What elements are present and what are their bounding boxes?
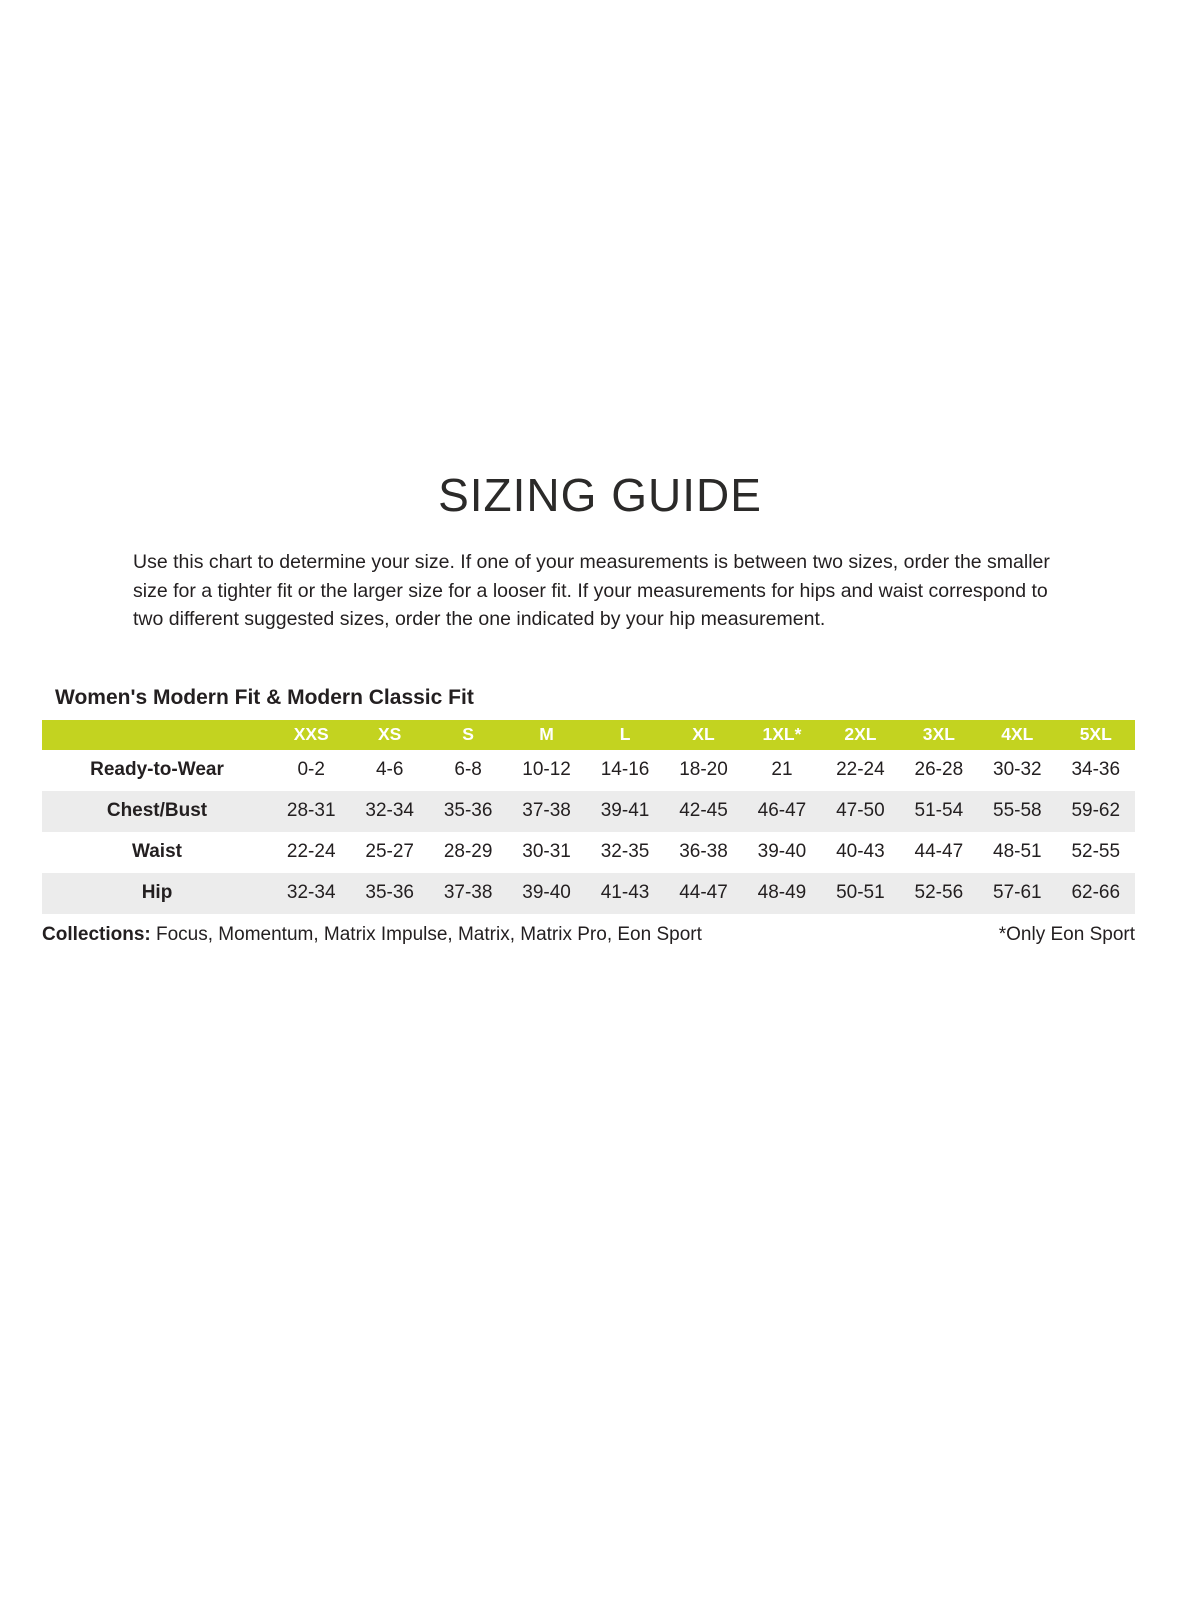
collections-line [42, 924, 702, 946]
size-value: 0-2 [297, 759, 325, 781]
size-value: 34-36 [1071, 759, 1121, 781]
size-row [42, 750, 1135, 791]
size-value: 44-47 [914, 841, 964, 863]
size-value: 22-24 [836, 759, 885, 781]
size-value: 32-35 [600, 841, 650, 863]
size-header-row [42, 720, 1135, 750]
size-value: 39-40 [757, 841, 807, 863]
size-value: 62-66 [1071, 882, 1121, 904]
size-col-header: 4XL [978, 720, 1056, 750]
size-row [42, 832, 1135, 873]
size-value: 32-34 [286, 882, 336, 904]
row-label: Chest/Bust [106, 800, 208, 822]
size-value: 35-36 [365, 882, 414, 904]
size-value: 47-50 [836, 800, 885, 822]
size-value: 26-28 [914, 759, 964, 781]
page-title: SIZING GUIDE [438, 469, 762, 521]
size-value: 6-8 [454, 759, 482, 781]
size-value: 50-51 [836, 882, 885, 904]
size-value: 52-55 [1071, 841, 1121, 863]
collections-label: Collections: [42, 923, 151, 945]
size-value: 46-47 [757, 800, 807, 822]
size-value: 22-24 [286, 841, 336, 863]
size-value: 18-20 [679, 759, 728, 781]
size-value: 39-41 [600, 800, 650, 822]
size-value: 28-31 [286, 800, 336, 822]
size-value: 39-40 [522, 882, 571, 904]
size-value: 42-45 [679, 800, 728, 822]
intro-text: Use this chart to determine your size. If one of your measurements is between two sizes, order the smaller size for a tighter fit or the larger size for a looser fit. If your measurements for hips and waist correspond to two different suggested sizes, order the one indicated by your hip measurement. [133, 551, 1050, 631]
size-value: 14-16 [600, 759, 650, 781]
size-value: 32-34 [365, 800, 414, 822]
row-label: Hip [141, 882, 173, 904]
size-table [42, 720, 1135, 914]
size-value: 55-58 [993, 800, 1042, 822]
size-value: 57-61 [993, 882, 1042, 904]
size-col-header: 1XL* [743, 720, 821, 750]
size-col-header: 3XL [900, 720, 978, 750]
size-value: 36-38 [679, 841, 728, 863]
size-col-header: L [586, 720, 664, 750]
size-value: 37-38 [522, 800, 571, 822]
size-col-header: M [507, 720, 585, 750]
size-col-header: 2XL [821, 720, 899, 750]
size-col-header: XL [664, 720, 742, 750]
size-row [42, 873, 1135, 914]
size-value: 40-43 [836, 841, 885, 863]
size-value: 30-32 [993, 759, 1042, 781]
row-label: Ready-to-Wear [90, 759, 224, 781]
size-table-head [42, 720, 1135, 750]
size-value: 28-29 [443, 841, 493, 863]
size-value: 48-49 [757, 882, 807, 904]
size-value: 10-12 [522, 759, 571, 781]
size-value: 52-56 [914, 882, 964, 904]
table-footer [42, 924, 1135, 946]
size-value: 35-36 [443, 800, 493, 822]
size-col-header: S [429, 720, 507, 750]
size-col-header: XXS [272, 720, 350, 750]
size-col-header: 5XL [1057, 720, 1135, 750]
size-value: 51-54 [914, 800, 964, 822]
size-value: 41-43 [600, 882, 650, 904]
corner-header-cell [42, 720, 272, 750]
size-value: 25-27 [365, 841, 414, 863]
size-table-body [42, 750, 1135, 914]
size-value: 37-38 [443, 882, 493, 904]
size-value: 48-51 [993, 841, 1042, 863]
size-value: 4-6 [375, 759, 404, 781]
size-value: 21 [771, 759, 793, 781]
row-label: Waist [132, 841, 182, 863]
size-value: 59-62 [1071, 800, 1121, 822]
section-heading: Women's Modern Fit & Modern Classic Fit [55, 685, 474, 709]
footnote: *Only Eon Sport [998, 923, 1135, 945]
collections-list: Focus, Momentum, Matrix Impulse, Matrix, Matrix Pro, Eon Sport [150, 923, 702, 945]
size-value: 44-47 [679, 882, 728, 904]
size-col-header: XS [350, 720, 428, 750]
size-value: 30-31 [522, 841, 571, 863]
size-row [42, 791, 1135, 832]
